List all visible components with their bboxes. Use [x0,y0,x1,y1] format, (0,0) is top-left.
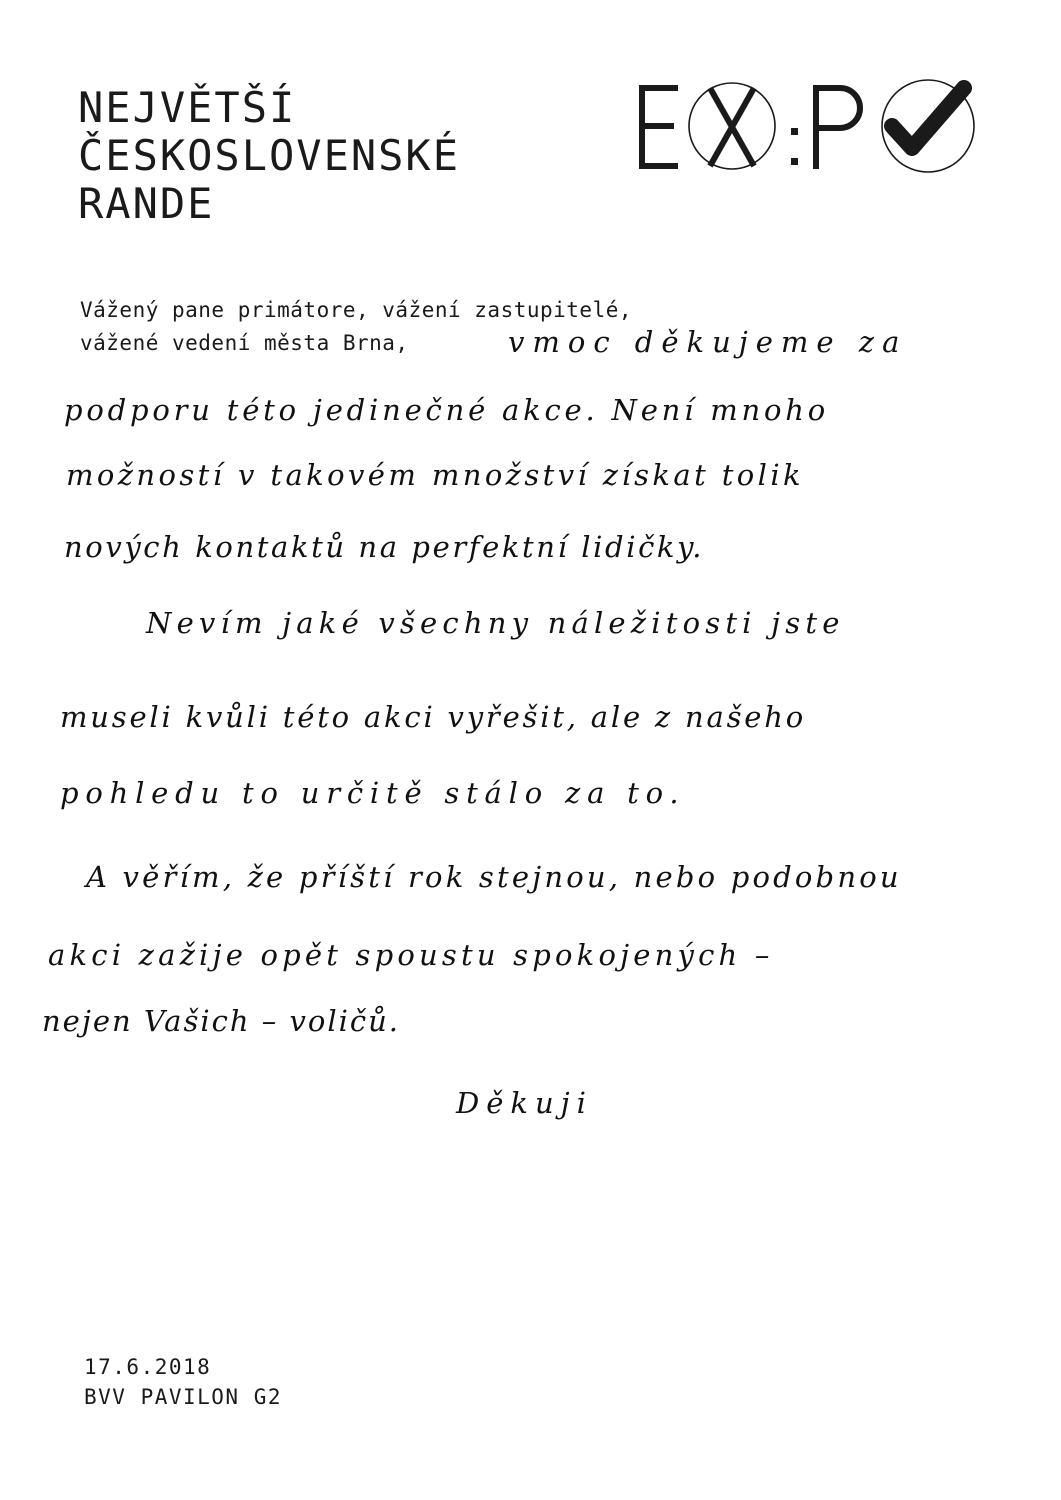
handwritten-line-10: nejen Vašich – voličů. [42,1004,401,1038]
handwritten-line-3: možností v takovém množství získat tolik [66,458,804,492]
title-line-2: ČESKOSLOVENSKÉ [78,131,461,180]
event-venue: BVV PAVILON G2 [84,1385,283,1409]
title-line-1: NEJVĚTŠÍ [78,83,297,132]
handwritten-line-4: nových kontaktů na perfektní lidičky. [64,530,705,564]
expo-logo-graphic [636,74,984,180]
handwritten-line-2: podporu této jedinečné akce. Není mnoho [64,393,830,427]
handwritten-line-6: museli kvůli této akci vyřešit, ale z našeho [60,700,806,734]
handwritten-line-7: pohledu to určitě stálo za to. [60,776,686,810]
handwritten-signoff: Děkuji [456,1086,593,1120]
greeting-line-1: Vážený pane primátore, vážení zastupitelé, [80,298,633,322]
greeting-line-2: vážené vedení města Brna, [80,331,409,355]
expo-logo [636,74,984,180]
event-date: 17.6.2018 [84,1355,212,1379]
title-line-3: RANDE [78,179,215,228]
checkmark-circle-icon [882,80,974,172]
event-details [84,1352,282,1412]
handwritten-line-9: akci zažije opět spoustu spokojených – [48,938,774,972]
event-title [78,84,460,228]
handwritten-line-1: vmoc děkujeme za [508,325,908,359]
handwritten-line-8: A věřím, že příští rok stejnou, nebo podobnou [86,860,902,894]
handwritten-line-5: Nevím jaké všechny náležitosti jste [146,606,845,640]
